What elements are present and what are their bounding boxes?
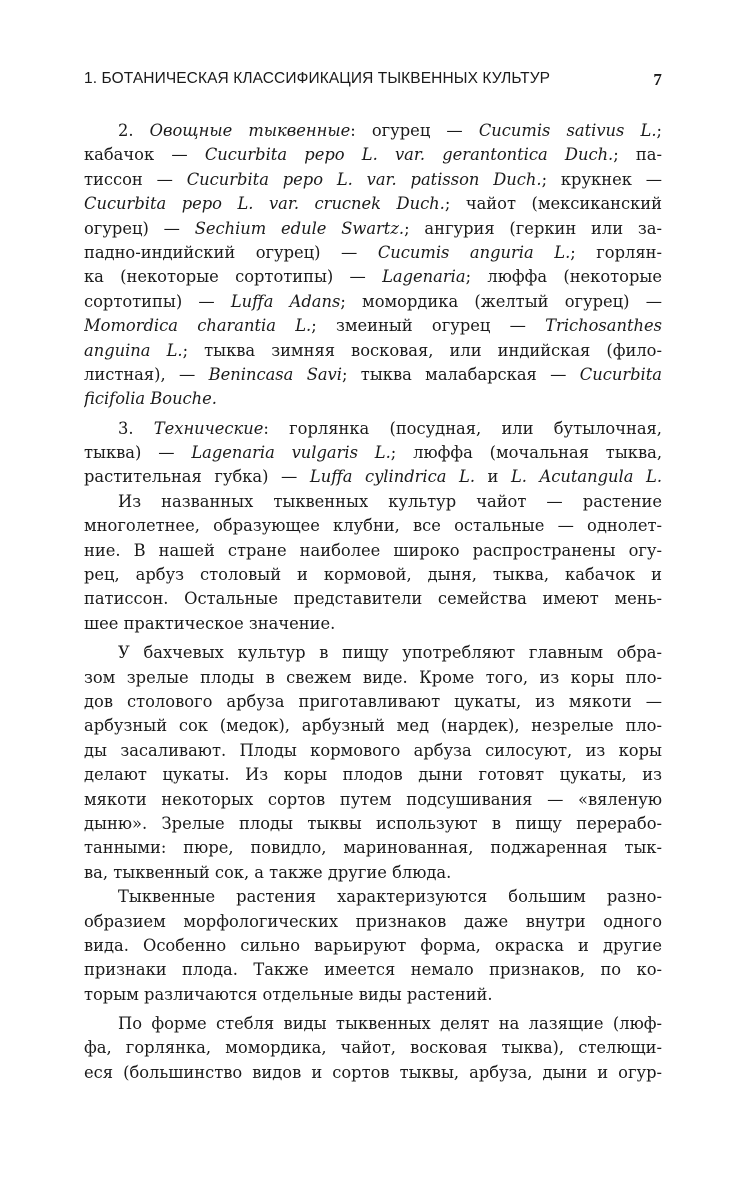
- text-line: ние. В нашей стране наиболее широко распространены огу-: [84, 540, 662, 560]
- text-line: Тыквенные растения характеризуются большим разно-: [118, 887, 662, 907]
- text-line: сортотипы) — Luffa Adans; момордика (желтый огурец) —: [84, 291, 662, 311]
- text-line: танными: пюре, повидло, маринованная, поджаренная тык-: [84, 838, 662, 858]
- paragraph: [84, 417, 662, 490]
- text-line: У бахчевых культур в пищу употребляют главным обра-: [118, 643, 662, 663]
- text-line: тиссон — Cucurbita pepo L. var. patisson Duch.; крукнек —: [84, 169, 662, 189]
- text-line: Cucurbita pepo L. var. crucnek Duch.; чайот (мексиканский: [84, 194, 662, 214]
- page-number: 7: [653, 70, 662, 89]
- text-line: образием морфологических признаков даже внутри одного: [84, 911, 662, 931]
- text-line: делают цукаты. Из коры плодов дыни готовят цукаты, из: [84, 765, 662, 785]
- text-line: листная), — Benincasa Savi; тыква малабарская — Cucurbita: [84, 364, 662, 384]
- text-line: шее практическое значение.: [84, 613, 336, 633]
- text-line: ficifolia Bouche.: [84, 389, 217, 409]
- text-line: патиссон. Остальные представители семейства имеют мень-: [84, 589, 662, 609]
- text-line: ва, тыквенный сок, а также другие блюда.: [84, 862, 452, 882]
- text-line: anguina L.; тыква зимняя восковая, или индийская (фило-: [84, 340, 662, 360]
- text-line: дов столового арбуза приготавливают цукаты, из мякоти —: [84, 691, 662, 711]
- text-line: дыню». Зрелые плоды тыквы используют в пищу перерабо-: [84, 813, 662, 833]
- text-line: арбузный сок (медок), арбузный мед (нардек), незрелые пло-: [84, 716, 662, 736]
- chapter-title: 1. БОТАНИЧЕСКАЯ КЛАССИФИКАЦИЯ ТЫКВЕННЫХ КУЛЬТУР: [84, 70, 551, 87]
- text-line: вида. Особенно сильно варьируют форма, окраска и другие: [84, 935, 662, 955]
- paragraph: [84, 490, 662, 636]
- paragraph: [84, 119, 662, 412]
- text-line: мякоти некоторых сортов путем подсушивания — «вяленую: [84, 789, 662, 809]
- text-line: многолетнее, образующее клубни, все остальные — однолет-: [84, 516, 662, 536]
- text-line: тыква) — Lagenaria vulgaris L.; люффа (мочальная тыква,: [84, 443, 662, 463]
- text-line: фа, горлянка, момордика, чайот, восковая тыква), стелющи-: [84, 1038, 662, 1058]
- text-line: рец, арбуз столовый и кормовой, дыня, тыква, кабачок и: [84, 565, 662, 585]
- text-line: зом зрелые плоды в свежем виде. Кроме того, из коры пло-: [84, 667, 662, 687]
- body-text: [84, 119, 662, 1085]
- running-header: [84, 70, 662, 96]
- text-line: торым различаются отдельные виды растений.: [84, 984, 493, 1004]
- text-line: ка (некоторые сортотипы) — Lagenaria; люффа (некоторые: [84, 267, 662, 287]
- text-line: По форме стебля виды тыквенных делят на лазящие (люф-: [118, 1014, 662, 1034]
- text-line: кабачок — Cucurbita pepo L. var. gerantontica Duch.; па-: [84, 145, 662, 165]
- text-line: ды засаливают. Плоды кормового арбуза силосуют, из коры: [84, 740, 662, 760]
- text-line: растительная губка) — Luffa cylindrica L. и L. Acutangula L.: [84, 467, 662, 487]
- text-line: Из названных тыквенных культур чайот — растение: [118, 491, 662, 511]
- text-line: признаки плода. Также имеется немало признаков, по ко-: [84, 960, 662, 980]
- paragraph: [84, 885, 662, 1007]
- text-line: Momordica charantia L.; змеиный огурец — Trichosanthes: [84, 316, 662, 336]
- text-line: 2. Овощные тыквенные: огурец — Cucumis sativus L.;: [118, 121, 662, 140]
- text-line: 3. Технические: горлянка (посудная, или бутылочная,: [118, 418, 662, 438]
- paragraph: [84, 1012, 662, 1085]
- text-line: огурец) — Sechium edule Swartz.; ангурия (геркин или за-: [84, 218, 662, 238]
- text-line: падно-индийский огурец) — Cucumis anguria L.; горлян-: [84, 242, 662, 262]
- text-line: еся (большинство видов и сортов тыквы, арбуза, дыни и огур-: [84, 1062, 662, 1082]
- paragraph: [84, 641, 662, 885]
- book-page: [84, 0, 662, 1182]
